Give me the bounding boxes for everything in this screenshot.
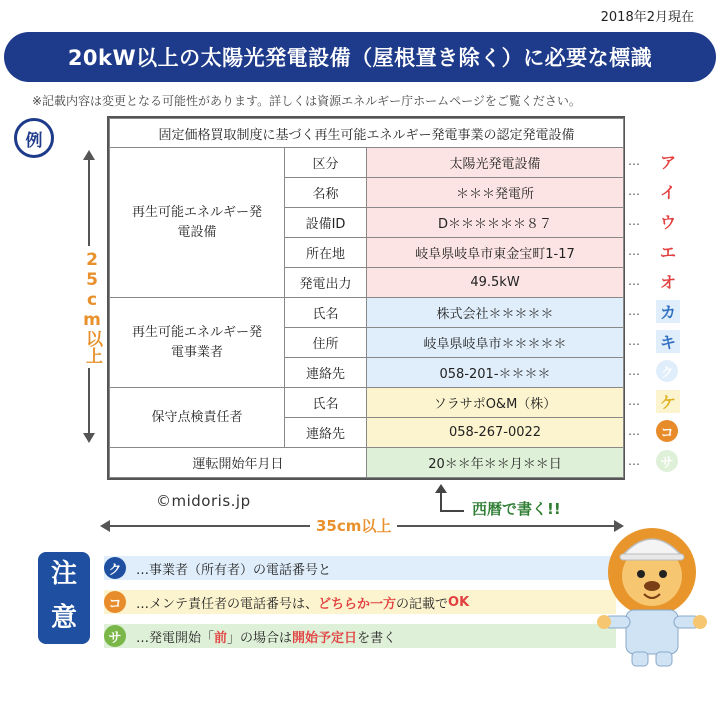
note-text: …発電開始「	[136, 630, 215, 646]
caution-label	[38, 552, 90, 644]
dots: …	[628, 154, 641, 168]
caution-char: 意	[50, 603, 77, 633]
marker-letter: ケ	[656, 390, 680, 413]
marker-ke	[628, 386, 688, 416]
marker-o	[628, 266, 688, 296]
dots: …	[628, 244, 641, 258]
callout-line	[440, 491, 442, 511]
seireki-note: 西暦で書く!!	[472, 500, 561, 518]
marker-letter: イ	[659, 182, 676, 202]
row-label: 連絡先	[285, 358, 367, 388]
dots: …	[628, 394, 641, 408]
note-text: …メンテ責任者の電話番号は、	[136, 596, 319, 612]
marker-ko	[628, 416, 688, 446]
row-value: D＊＊＊＊＊＊８７	[367, 208, 624, 238]
dots: …	[628, 364, 641, 378]
row-value: 太陽光発電設備	[367, 148, 624, 178]
dots: …	[628, 184, 641, 198]
note-highlight: 前	[214, 630, 228, 646]
arrow-down-icon	[83, 433, 95, 443]
row-value: ＊＊＊発電所	[367, 178, 624, 208]
row-value: 058-267-0022	[367, 418, 624, 448]
row-label: 住所	[285, 328, 367, 358]
callout-line	[440, 510, 464, 512]
row-label: 連絡先	[285, 418, 367, 448]
height-dimension-label: 25cm以上	[78, 246, 100, 368]
dots: …	[628, 454, 641, 468]
marker-ka	[628, 296, 688, 326]
caution-note-ko	[104, 590, 616, 614]
marker-u	[628, 206, 688, 236]
row-label: 氏名	[285, 298, 367, 328]
group-equipment-label: 再生可能エネルギー発電設備	[131, 204, 262, 240]
marker-letter: コ	[656, 420, 678, 442]
marker-ki	[628, 326, 688, 356]
note-marker: コ	[104, 591, 126, 613]
marker-letter: キ	[656, 330, 680, 353]
group-maintenance: 保守点検責任者	[110, 388, 285, 448]
dots: …	[628, 424, 641, 438]
dots: …	[628, 334, 641, 348]
marker-letter: ア	[659, 152, 676, 172]
dots: …	[628, 274, 641, 288]
note-text: の記載で	[396, 596, 449, 612]
note-marker: サ	[104, 625, 126, 647]
marker-e	[628, 236, 688, 266]
marker-letter: オ	[659, 272, 676, 292]
row-label: 区分	[285, 148, 367, 178]
row-label: 名称	[285, 178, 367, 208]
sign-board	[107, 116, 625, 480]
marker-sa	[628, 446, 688, 476]
marker-letter: ウ	[659, 212, 676, 232]
lion-mascot-icon	[596, 522, 708, 670]
row-value: ソラサポO&M（株）	[367, 388, 624, 418]
row-value: 20＊＊年＊＊月＊＊日	[367, 448, 624, 478]
caution-note-sa	[104, 624, 616, 648]
marker-ku	[628, 356, 688, 386]
row-value: 058-201-＊＊＊＊	[367, 358, 624, 388]
dots: …	[628, 214, 641, 228]
note-highlight: 開始予定日	[292, 630, 358, 646]
credit-label: ©midoris.jp	[156, 492, 251, 510]
width-dimension-label: 35cm以上	[310, 515, 397, 536]
caution-char: 注	[50, 559, 77, 589]
row-value: 岐阜県岐阜市＊＊＊＊＊	[367, 328, 624, 358]
example-badge: 例	[14, 118, 54, 158]
note-text: 」の場合は	[227, 630, 293, 646]
marker-letter: カ	[656, 300, 680, 323]
row-value: 株式会社＊＊＊＊＊	[367, 298, 624, 328]
marker-letter: ク	[656, 360, 678, 382]
row-label: 氏名	[285, 388, 367, 418]
note-text: を書く	[357, 630, 397, 646]
arrow-up-icon	[83, 150, 95, 160]
note-marker: ク	[104, 557, 126, 579]
row-label: 所在地	[285, 238, 367, 268]
row-value: 49.5kW	[367, 268, 624, 298]
note-highlight: OK	[448, 594, 470, 610]
row-label: 設備ID	[285, 208, 367, 238]
row-value: 岐阜県岐阜市東金宝町1-17	[367, 238, 624, 268]
group-operator	[110, 298, 285, 388]
note-highlight: どちらか一方	[318, 596, 397, 612]
marker-letter: サ	[656, 450, 678, 472]
group-operator-label: 再生可能エネルギー発電事業者	[131, 324, 262, 360]
caution-note-ku	[104, 556, 616, 580]
row-label: 運転開始年月日	[110, 448, 367, 478]
marker-a	[628, 146, 688, 176]
sign-header: 固定価格買取制度に基づく再生可能エネルギー発電事業の認定発電設備	[110, 119, 624, 148]
group-equipment	[110, 148, 285, 298]
sign-table	[109, 118, 624, 478]
dots: …	[628, 304, 641, 318]
disclaimer-note: ※記載内容は変更となる可能性があります。詳しくは資源エネルギー庁ホームページをご覧ください。	[32, 94, 581, 108]
page-title: 20kW以上の太陽光発電設備（屋根置き除く）に必要な標識	[4, 32, 716, 82]
marker-i	[628, 176, 688, 206]
date-label: 2018年2月現在	[600, 10, 694, 25]
note-text: …事業者（所有者）の電話番号と	[136, 562, 332, 578]
marker-letter: エ	[659, 242, 676, 262]
row-label: 発電出力	[285, 268, 367, 298]
arrow-left-icon	[100, 520, 110, 532]
